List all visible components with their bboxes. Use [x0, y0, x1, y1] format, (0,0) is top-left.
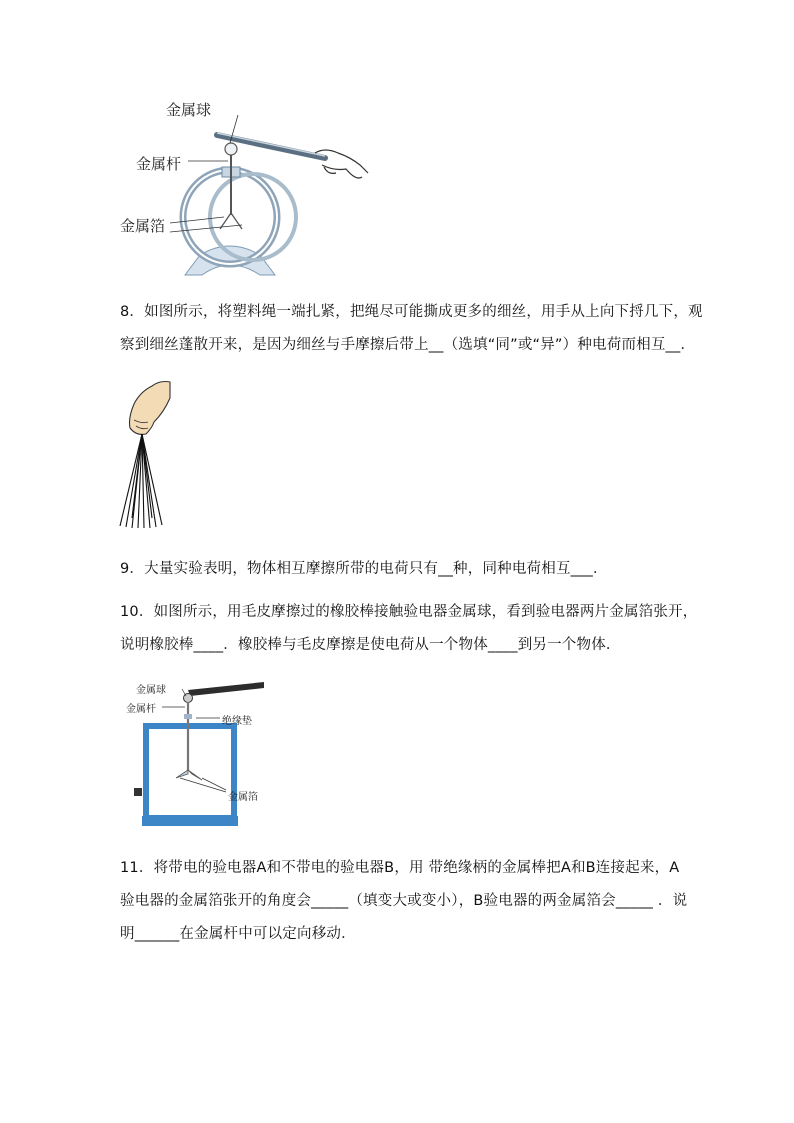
label-metal-ball: 金属球: [166, 101, 212, 119]
question-text-line: 大量实验表明，物体相互摩擦所带的电荷只有__种，同种电荷相互___．: [144, 561, 608, 577]
question-11: [120, 852, 688, 951]
question-number: 11．: [120, 860, 154, 876]
question-text-line: 如图所示，用毛皮摩擦过的橡胶棒接触验电器金属球，看到验电器两片金属箔张开，: [153, 604, 698, 620]
question-text-line: 明______在金属杆中可以定向移动．: [120, 926, 356, 942]
label-metal-foil: 金属箔: [120, 217, 166, 235]
question-text-line: 察到细丝蓬散开来，是因为细丝与手摩擦后带上__（选填“同”或“异”）种电荷而相互__．: [120, 337, 696, 353]
label-metal-rod: 金属杆: [136, 155, 182, 173]
question-text-line: 如图所示，将塑料绳一端扎紧，把绳尽可能撕成更多的细丝，用手从上向下捋几下，观: [144, 304, 703, 320]
question-number: 10．: [120, 604, 154, 620]
question-8: [120, 296, 703, 362]
question-number: 8．: [120, 304, 145, 320]
hand-strings-drawing: [112, 378, 182, 530]
question-10: [120, 596, 698, 662]
label-metal-foil: 金属箔: [228, 792, 258, 803]
electroscope-drawing-1: [110, 95, 380, 280]
figure-electroscope-hand: [110, 95, 380, 280]
question-number: 9．: [120, 561, 145, 577]
question-text-line: 说明橡胶棒____．橡胶棒与毛皮摩擦是使电荷从一个物体____到另一个物体．: [120, 637, 621, 653]
label-metal-ball: 金属球: [136, 685, 166, 696]
question-text-line: 将带电的验电器A和不带电的验电器B，用 带绝缘柄的金属棒把A和B连接起来，A: [153, 860, 680, 876]
label-insulating-pad: 绝缘垫: [222, 716, 252, 727]
figure-hand-strings: [112, 378, 182, 530]
question-9: [120, 553, 680, 586]
question-text-line: 验电器的金属箔张开的角度会_____（填变大或变小），B验电器的两金属箔会_____ ．说: [120, 893, 688, 909]
label-metal-rod: 金属杆: [126, 704, 156, 715]
figure-electroscope-frame: [122, 678, 272, 830]
